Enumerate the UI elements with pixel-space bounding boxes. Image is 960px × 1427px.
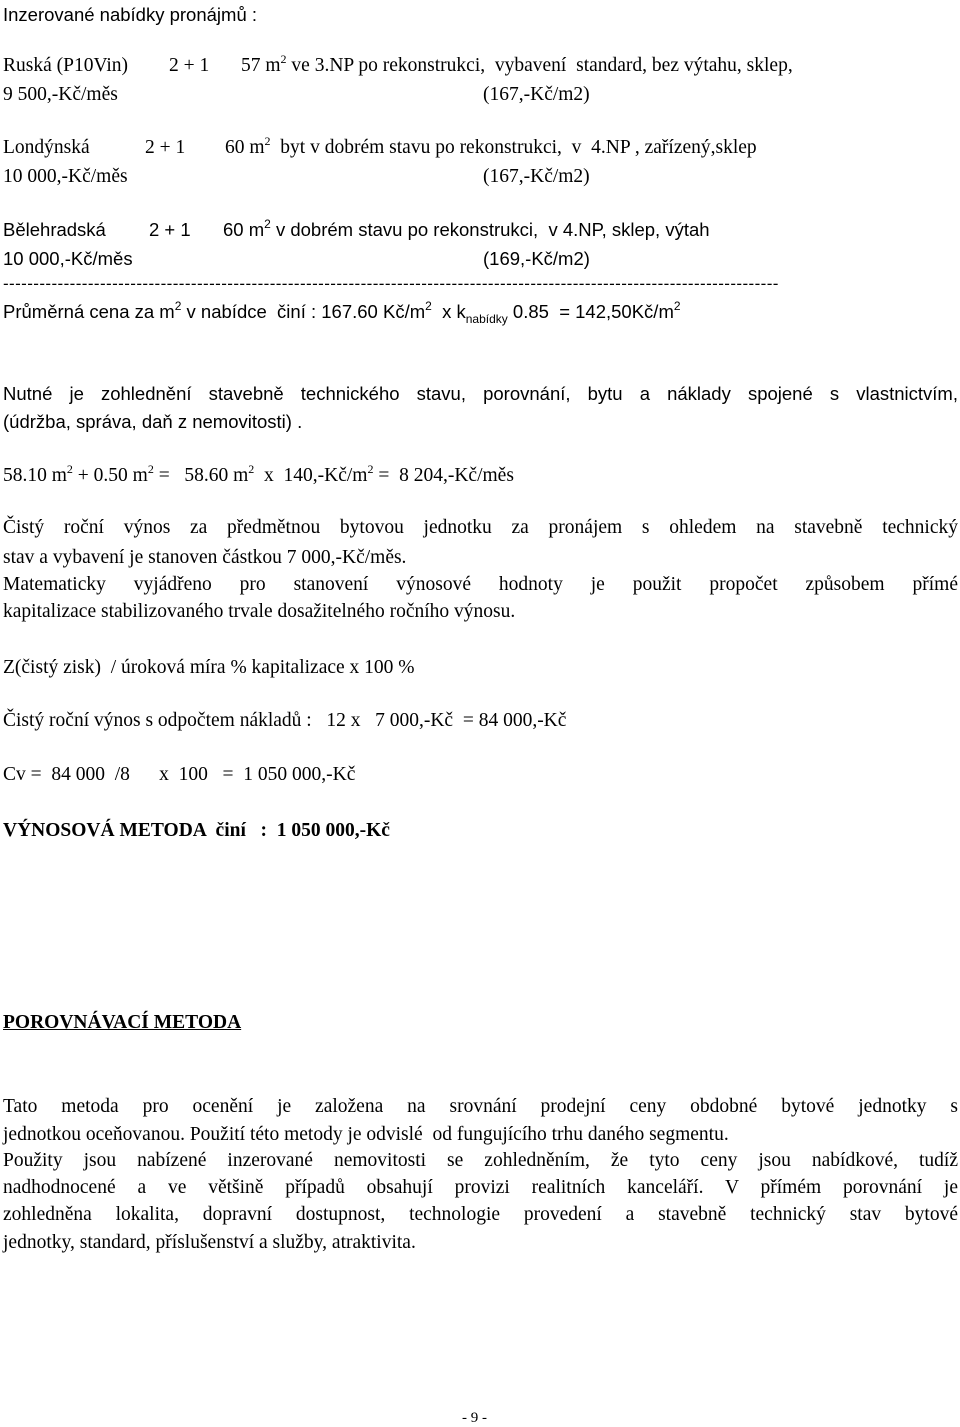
listing-rent: 10 000,-Kč/měs: [3, 248, 133, 269]
listing-price-per-m2: (167,-Kč/m2): [483, 166, 590, 187]
paragraph-line: jednotky, standard, příslušenství a služby, atraktivita.: [3, 1232, 416, 1253]
listing-details: 60 $m^2$ v dobrém stavu po rekonstrukci, v 4.NP, sklep, výtah: [223, 217, 710, 240]
paragraph-line: Tato metoda pro ocenění je založena na srovnání prodejní ceny obdobné bytové jednotky s: [3, 1096, 958, 1117]
comparison-method-heading: POROVNÁVACÍ METODA: [3, 1012, 242, 1033]
cv-calculation: Cv = 84 000 /8 x 100 = 1 050 000,-Kč: [3, 764, 356, 785]
paragraph-line: Čistý roční výnos za předmětnou bytovou jednotku za pronájem s ohledem na stavebně technický: [3, 517, 958, 538]
paragraph-line: Matematicky vyjádřeno pro stanovení výnosové hodnoty je použit propočet způsobem přímé: [3, 574, 958, 595]
paragraph-line: stav a vybavení je stanoven částkou 7 000,-Kč/měs.: [3, 547, 407, 568]
listing-details: 60 $m^2$ byt v dobrém stavu po rekonstrukci, v 4.NP , zařízený,sklep: [225, 134, 757, 158]
dashed-divider: --------------------------------------------------------------------------------------------------------------------------------: [3, 275, 779, 292]
note-line-2: (údržba, správa, daň z nemovitosti) .: [3, 411, 303, 432]
average-price-line: Průměrná cena za $m^2$ v nabídce činí : 167.60 $Kč/m^2$ x $k_{nabídky}$ $0.85 = 142,50Kč/m^2$: [3, 299, 681, 326]
capitalization-formula: Z(čistý zisk) / úroková míra % kapitalizace x 100 %: [3, 657, 415, 678]
page-title: Inzerované nabídky pronájmů :: [3, 4, 258, 25]
note-line-1: Nutné je zohlednění stavebně technického stavu, porovnání, bytu a náklady spojené s vlastnictvím,: [3, 383, 958, 404]
listing-location: Ruská (P10Vin): [3, 55, 129, 76]
listing-price-per-m2: (167,-Kč/m2): [483, 84, 590, 105]
paragraph-line: nadhodnocené a ve většině případů obsahují provizi realitních kanceláří. V přímém porovnání je: [3, 1177, 958, 1198]
paragraph-line: zohledněna lokalita, dopravní dostupnost, technologie provedení a stavebně technický stav bytové: [3, 1204, 958, 1225]
listing-rent: 10 000,-Kč/měs: [3, 166, 128, 187]
listing-layout: 2 + 1: [145, 137, 186, 158]
listing-rent: 9 500,-Kč/měs: [3, 84, 118, 105]
paragraph-line: jednotkou oceňovanou. Použití této metody je odvislé od fungujícího trhu daného segmentu.: [3, 1124, 729, 1145]
income-method-result: VÝNOSOVÁ METODA činí : 1 050 000,-Kč: [3, 820, 390, 841]
listing-layout: 2 + 1: [169, 55, 210, 76]
listing-location: Bělehradská: [3, 219, 106, 240]
listing-details: 57 $m^2$ ve 3.NP po rekonstrukci, vybavení standard, bez výtahu, sklep,: [241, 52, 793, 76]
listing-price-per-m2: (169,-Kč/m2): [483, 248, 590, 269]
page-number: - 9 -: [462, 1410, 487, 1426]
net-income-line: Čistý roční výnos s odpočtem nákladů : 12 x 7 000,-Kč = 84 000,-Kč: [3, 710, 567, 731]
rent-calculation: 58.10 $m^2 + 0.50$ $m^2 = 58.60$ $m^2$ x $140,-Kč/m^2 = 8$ 204,-Kč/měs: [3, 462, 514, 486]
paragraph-line: kapitalizace stabilizovaného trvale dosažitelného ročního výnosu.: [3, 601, 516, 622]
listing-layout: 2 + 1: [149, 219, 191, 240]
paragraph-line: Použity jsou nabízené inzerované nemovitosti se zohledněním, že tyto ceny jsou nabídkové, tudíž: [3, 1150, 958, 1171]
listing-location: Londýnská: [3, 137, 90, 158]
